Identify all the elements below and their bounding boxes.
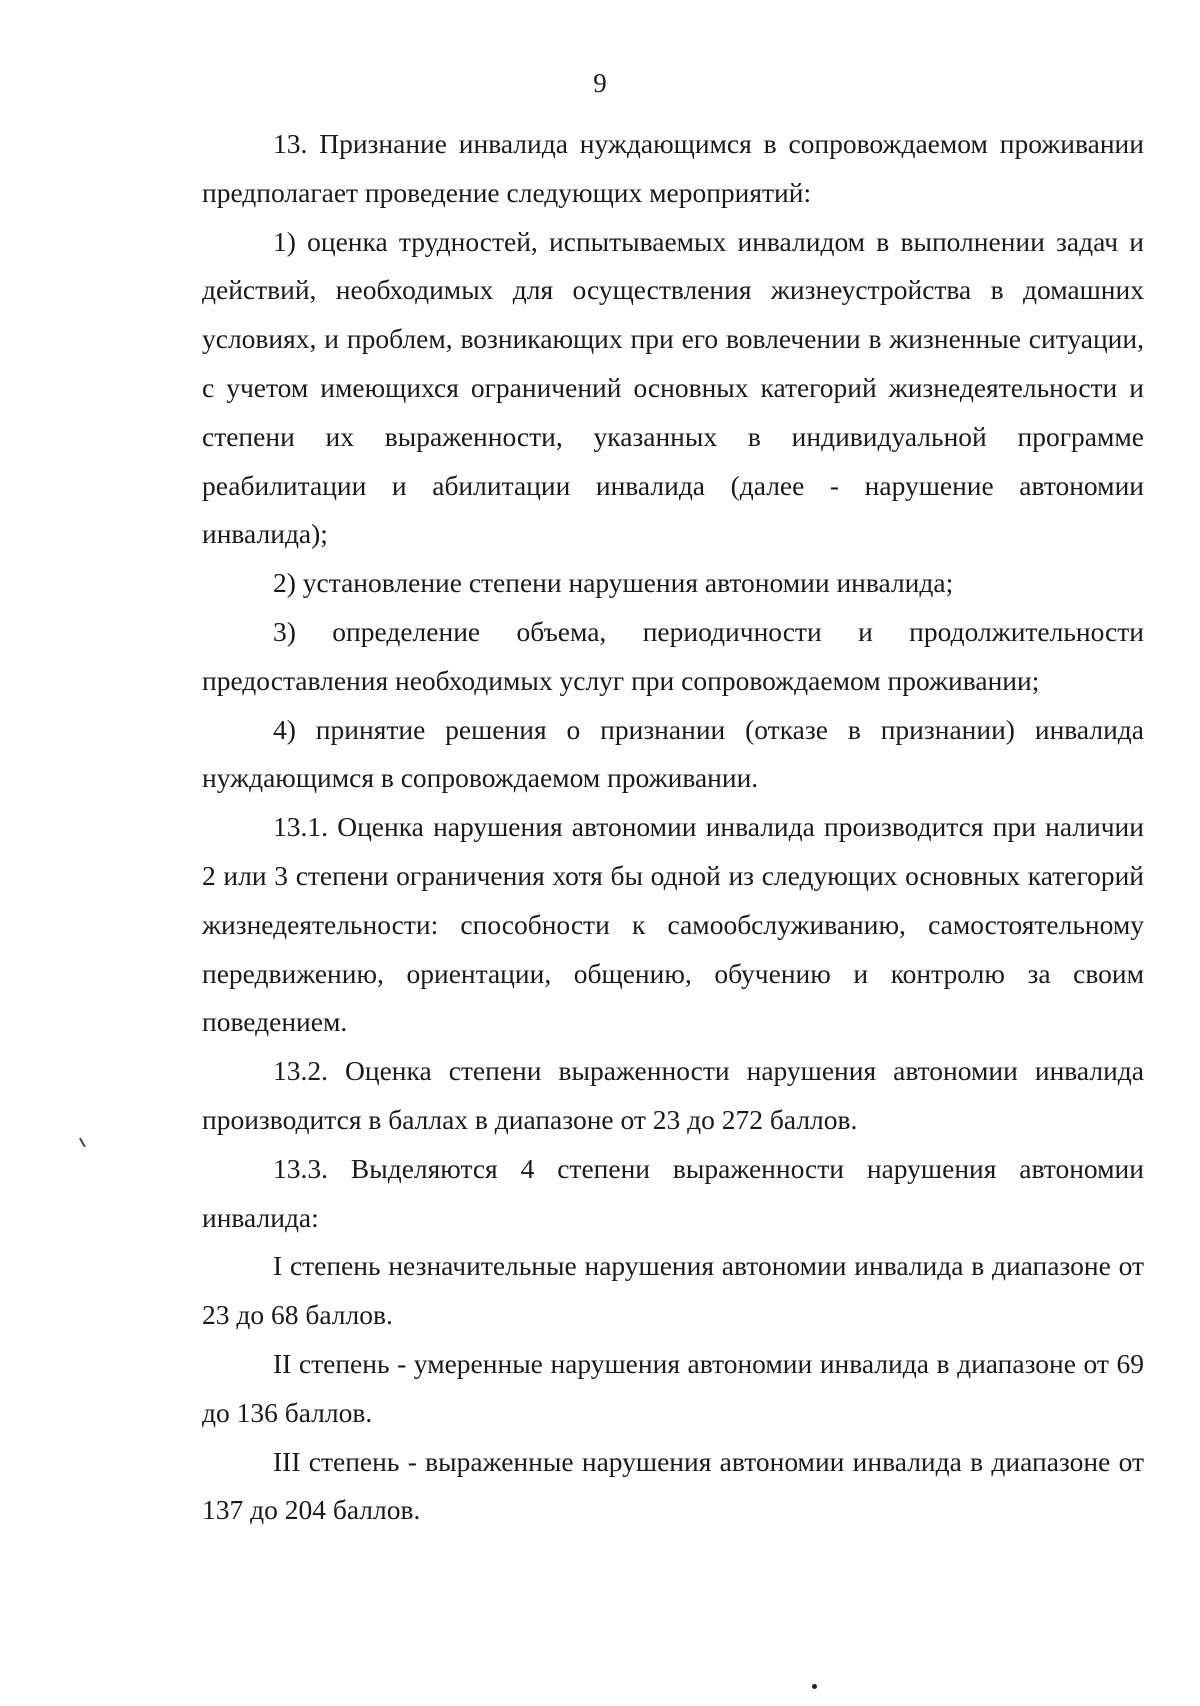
paragraph-13-2: 13.2. Оценка степени выраженности нарушения автономии инвалида производится в баллах в диапазоне от 23 до 272 баллов. (202, 1055, 1144, 1135)
degree-2: II степень - умеренные нарушения автономии инвалида в диапазоне от 69 до 136 баллов. (202, 1347, 1144, 1428)
scan-artifact-mark (79, 1135, 91, 1148)
list-item-4: 4) принятие решения о признании (отказе в признании) инвалида нуждающимся в сопровождаемом проживании. (202, 713, 1144, 794)
list-item-1: 1) оценка трудностей, испытываемых инвалидом в выполнении задач и действий, необходимых для осуществления жизнеустройства в домашних условиях, и проблем, возникающих при его вовлечении в жизненные ситуации, с учетом имеющихся ограничений основных категорий жизнедеятельности и степени их выраженности, указанных в индивидуальной программе реабилитации и абилитации инвалида (далее - нарушение автономии инвалида); (202, 225, 1144, 550)
page-number: 9 (593, 68, 607, 98)
degree-3: III степень - выраженные нарушения автономии инвалида в диапазоне от 137 до 204 баллов. (202, 1445, 1144, 1526)
list-item-2: 2) установление степени нарушения автономии инвалида; (273, 567, 954, 599)
degree-1: I степень незначительные нарушения автономии инвалида в диапазоне от 23 до 68 баллов. (202, 1250, 1144, 1331)
paragraph-13-3: 13.3. Выделяются 4 степени выраженности нарушения автономии инвалида: (202, 1152, 1144, 1233)
list-item-3: 3) определение объема, периодичности и продолжительности предоставления необходимых услуг при сопровождаемом проживании; (202, 615, 1144, 696)
document-body (202, 120, 1144, 1535)
paragraph-13: 13. Признание инвалида нуждающимся в сопровождаемом проживании предполагает проведение следующих мероприятий: (202, 128, 1144, 208)
paragraph-13-1: 13.1. Оценка нарушения автономии инвалида производится при наличии 2 или 3 степени ограничения хотя бы одной из следующих основных категорий жизнедеятельности: способности к самообслуживанию, самостоятельному передвижению, ориентации, общению, обучению и контролю за своим поведением. (202, 811, 1144, 1038)
scan-artifact-dot (812, 1684, 817, 1689)
